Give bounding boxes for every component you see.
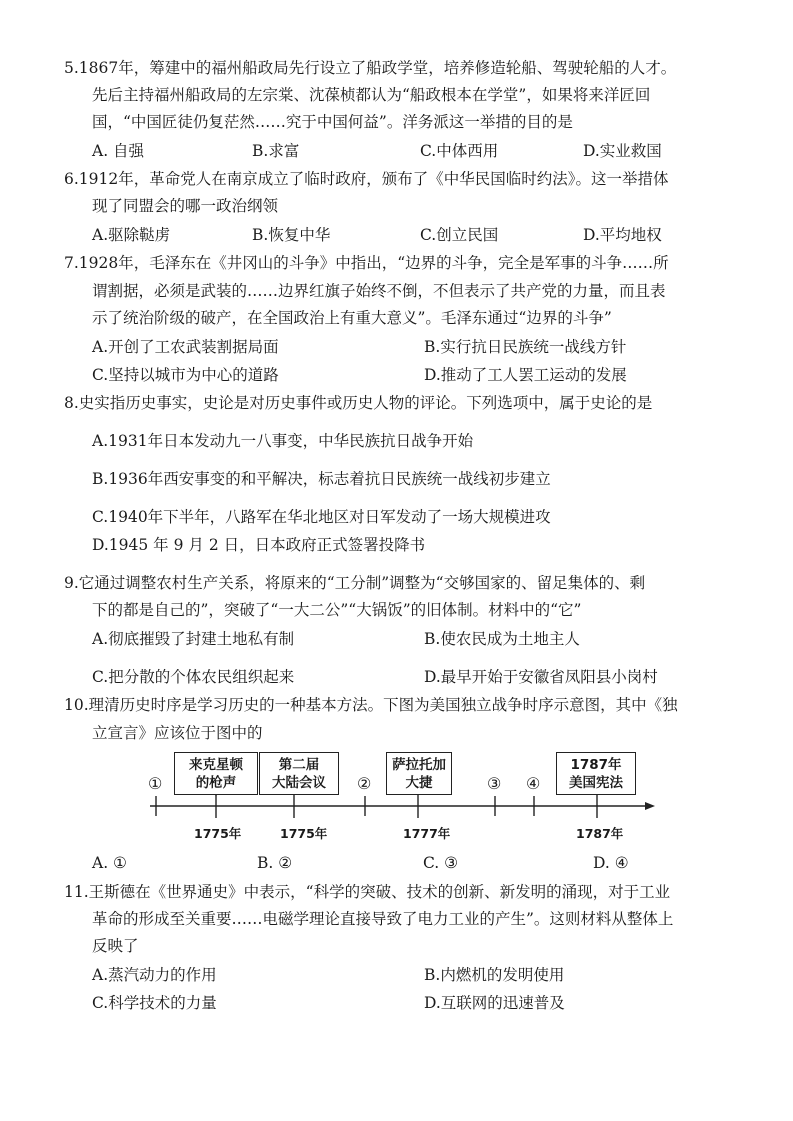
q8-option-b: B.1936年西安事变的和平解决，标志着抗日民族统一战线初步建立 <box>92 470 551 488</box>
q8-option-d: D.1945 年 9 月 2 日，日本政府正式签署投降书 <box>92 536 426 554</box>
q7-stem-line-2: 谓割据，必须是武装的……边界红旗子始终不倒，不但表示了共产党的力量，而且表 <box>92 282 666 300</box>
q9-option-b: B.使农民成为土地主人 <box>424 630 580 648</box>
event-label-line2: 的枪声 <box>195 775 237 791</box>
q5-stem-line-1: 5.1867年，筹建中的福州船政局先行设立了船政学堂，培养修造轮船、驾驶轮船的人才。 <box>64 59 677 77</box>
q6-stem-line-2: 现了同盟会的哪一政治纲领 <box>92 197 279 215</box>
q9-stem-line-1: 9.它通过调整农村生产关系，将原来的“工分制”调整为“交够国家的、留足集体的、剩 <box>64 574 646 592</box>
event-label-line1: 第二届 <box>278 757 320 773</box>
q7-option-d: D.推动了工人罢工运动的发展 <box>424 366 627 384</box>
q6-option-c: C.创立民国 <box>420 226 499 244</box>
q7-option-a: A.开创了工农武装割据局面 <box>92 338 279 356</box>
q11-stem-line-1: 11.王斯德在《世界通史》中表示，“科学的突破、技术的创新、新发明的涌现，对于工业 <box>64 883 671 901</box>
timeline-arrow-head <box>645 802 655 810</box>
q11-option-b: B.内燃机的发明使用 <box>424 966 565 984</box>
timeline-event-saratoga <box>386 752 452 795</box>
q6-option-b: B.恢复中华 <box>252 226 331 244</box>
timeline-event-lexington <box>174 752 258 795</box>
timeline-year-1: 1775年 <box>194 826 242 841</box>
q5-option-b: B.求富 <box>252 142 300 160</box>
timeline-event-constitution <box>556 752 636 795</box>
event-label-line2: 美国宪法 <box>569 775 623 791</box>
q9-stem-line-2: 下的都是自己的”，突破了“一大二公”“大锅饭”的旧体制。材料中的“它” <box>92 601 582 619</box>
q5-stem-line-3: 国，“中国匠徒仍复茫然……究于中国何益”。洋务派这一举措的目的是 <box>92 113 573 131</box>
q11-option-a: A.蒸汽动力的作用 <box>92 966 217 984</box>
q6-option-d: D.平均地权 <box>583 226 662 244</box>
timeline-marker-3: ③ <box>487 774 502 793</box>
q10-stem-line-1: 10.理清历史时序是学习历史的一种基本方法。下图为美国独立战争时序示意图，其中《独 <box>64 696 678 714</box>
q9-option-d: D.最早开始于安徽省凤阳县小岗村 <box>424 668 658 686</box>
q10-option-c: C. ③ <box>423 854 459 872</box>
q10-option-d: D. ④ <box>593 854 629 872</box>
timeline-event-continental-congress <box>259 752 339 795</box>
q5-option-d: D.实业救国 <box>583 142 662 160</box>
q8-stem-line-1: 8.史实指历史事实，史论是对历史事件或历史人物的评论。下列选项中，属于史论的是 <box>64 394 653 412</box>
timeline-year-4: 1787年 <box>576 826 624 841</box>
event-label-line1: 1787年 <box>570 757 622 773</box>
q11-stem-line-2: 革命的形成至关重要……电磁学理论直接导致了电力工业的产生”。这则材料从整体上 <box>92 910 674 928</box>
q11-option-c: C.科学技术的力量 <box>92 994 217 1012</box>
q10-stem-line-2: 立宣言》应该位于图中的 <box>92 724 263 742</box>
q6-stem-line-1: 6.1912年，革命党人在南京成立了临时政府，颁布了《中华民国临时约法》。这一举措体 <box>64 170 669 188</box>
q10-option-a: A. ① <box>92 854 127 872</box>
q7-stem-line-3: 示了统治阶级的破产，在全国政治上有重大意义”。毛泽东通过“边界的斗争” <box>92 309 612 327</box>
timeline-year-2: 1775年 <box>280 826 328 841</box>
q6-option-a: A.驱除鞑虏 <box>92 226 171 244</box>
q9-option-c: C.把分散的个体农民组织起来 <box>92 668 295 686</box>
event-label-line1: 来克星顿 <box>189 757 243 773</box>
event-label-line2: 大陆会议 <box>272 775 326 791</box>
q11-stem-line-3: 反映了 <box>92 937 139 955</box>
timeline-year-3: 1777年 <box>403 826 451 841</box>
timeline-marker-1: ① <box>148 774 163 793</box>
q10-option-b: B. ② <box>257 854 293 872</box>
q8-option-c: C.1940年下半年，八路军在华北地区对日军发动了一场大规模进攻 <box>92 508 551 526</box>
q9-option-a: A.彻底摧毁了封建土地私有制 <box>92 630 295 648</box>
q8-option-a: A.1931年日本发动九一八事变，中华民族抗日战争开始 <box>92 432 474 450</box>
q7-option-c: C.坚持以城市为中心的道路 <box>92 366 279 384</box>
q5-option-a: A. 自强 <box>92 142 145 160</box>
q11-option-d: D.互联网的迅速普及 <box>424 994 565 1012</box>
q7-option-b: B.实行抗日民族统一战线方针 <box>424 338 627 356</box>
q5-stem-line-2: 先后主持福州船政局的左宗棠、沈葆桢都认为“船政根本在学堂”，如果将来洋匠回 <box>92 86 651 104</box>
event-label-line2: 大捷 <box>405 775 433 791</box>
timeline-marker-4: ④ <box>526 774 541 793</box>
event-label-line1: 萨拉托加 <box>392 757 446 773</box>
timeline-marker-2: ② <box>357 774 372 793</box>
q5-option-c: C.中体西用 <box>420 142 499 160</box>
q7-stem-line-1: 7.1928年，毛泽东在《井冈山的斗争》中指出，“边界的斗争，完全是军事的斗争……所 <box>64 254 669 272</box>
